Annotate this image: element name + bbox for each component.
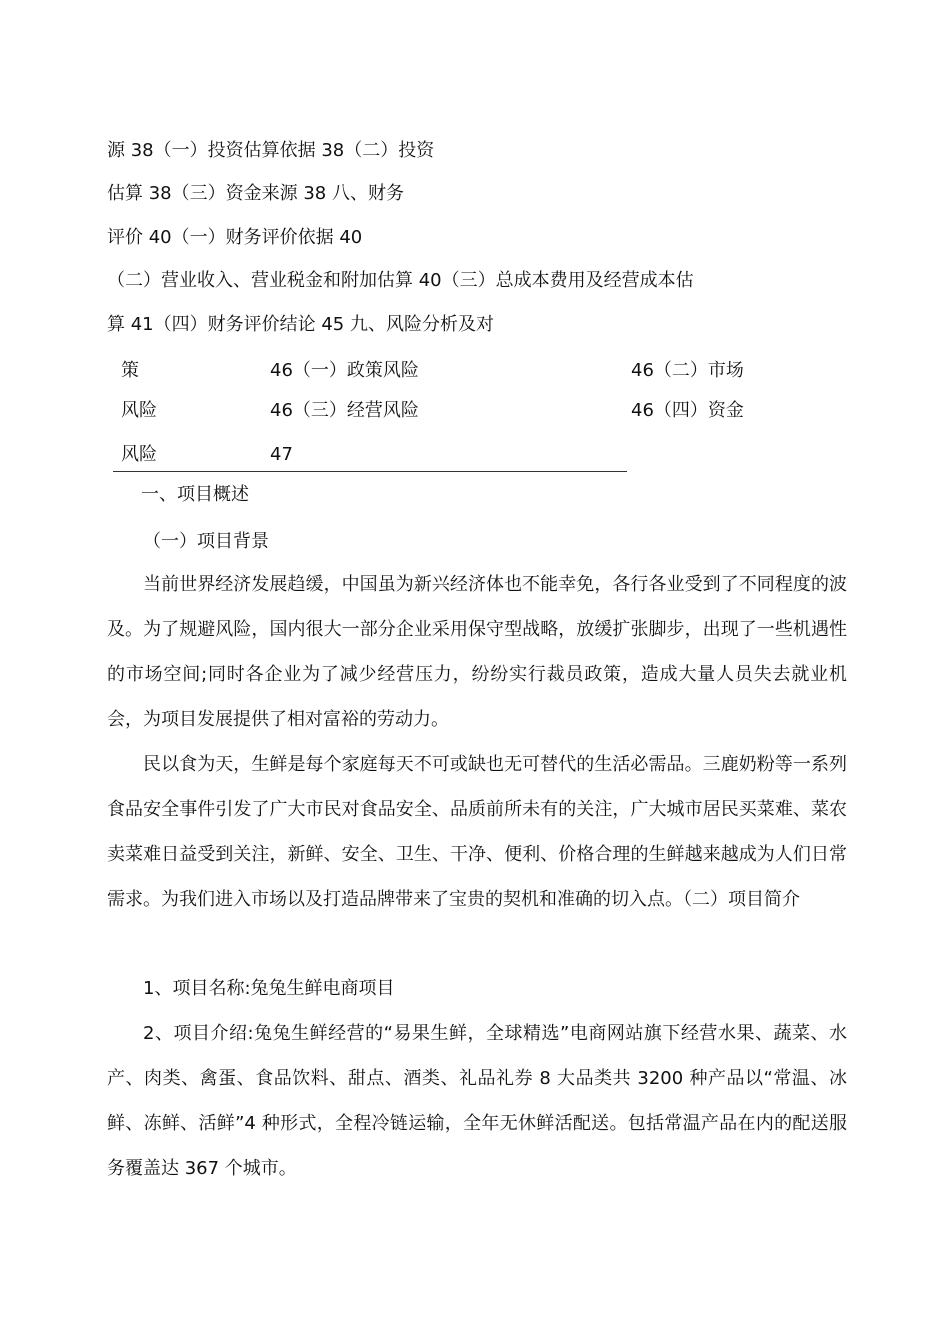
subsection-title: （一）项目背景 (143, 531, 269, 552)
paragraph-text: 2、项目介绍:兔兔生鲜经营的“易果生鲜，全球精选”电商网站旗下经营水果、蔬菜、水产、肉类、禽蛋、食品饮料、甜点、酒类、礼品礼券 8 大品类共 3200 种产品以“常温、冰鲜、冻鲜、活鲜”4 种形式，全程冷链运输，全年无休鲜活配送。包括常温产品在内的配送服务覆盖达 367 个城市。 (107, 1023, 847, 1179)
paragraph (107, 742, 847, 922)
toc-cell: 46（二）市场 (631, 360, 744, 381)
paragraph (107, 1011, 847, 1191)
section-title: 一、项目概述 (141, 484, 249, 505)
toc-line: 源 38（一）投资估算依据 38（二）投资 (107, 140, 435, 161)
paragraph-text: 当前世界经济发展趋缓，中国虽为新兴经济体也不能幸免，各行各业受到了不同程度的波及。为了规避风险，国内很大一部分企业采用保守型战略，放缓扩张脚步，出现了一些机遇性的市场空间;同时各企业为了减少经营压力，纷纷实行裁员政策，造成大量人员失去就业机会，为项目发展提供了相对富裕的劳动力。 (107, 574, 847, 730)
paragraph-text: 1、项目名称:兔兔生鲜电商项目 (143, 978, 395, 999)
toc-cell: 46（三）经营风险 (270, 400, 419, 421)
toc-cell: 策 (121, 360, 139, 381)
toc-table (113, 354, 744, 472)
paragraph (107, 966, 847, 1011)
toc-cell: 46（四）资金 (631, 400, 744, 421)
paragraph-text: 民以食为天，生鲜是每个家庭每天不可或缺也无可替代的生活必需品。三鹿奶粉等一系列食品安全事件引发了广大市民对食品安全、品质前所未有的关注，广大城市居民买菜难、菜农卖菜难日益受到关注，新鲜、安全、卫生、干净、便利、价格合理的生鲜越来越成为人们日常需求。为我们进入市场以及打造品牌带来了宝贵的契机和准确的切入点。（二）项目简介 (107, 754, 847, 910)
toc-cell: 风险 (121, 444, 157, 465)
toc-cell: 47 (270, 444, 293, 465)
toc-table-row (113, 354, 744, 394)
toc-line: 估算 38（三）资金来源 38 八、财务 (107, 183, 404, 204)
toc-table-row (113, 434, 627, 471)
toc-cell: 风险 (121, 400, 157, 421)
toc-line: 算 41（四）财务评价结论 45 九、风险分析及对 (107, 314, 494, 335)
toc-cell: 46（一）政策风险 (270, 360, 419, 381)
toc-line: 评价 40（一）财务评价依据 40 (107, 227, 363, 248)
toc-line: （二）营业收入、营业税金和附加估算 40（三）总成本费用及经营成本估 (107, 270, 694, 291)
toc-table-row (113, 394, 744, 434)
paragraph (107, 562, 847, 742)
